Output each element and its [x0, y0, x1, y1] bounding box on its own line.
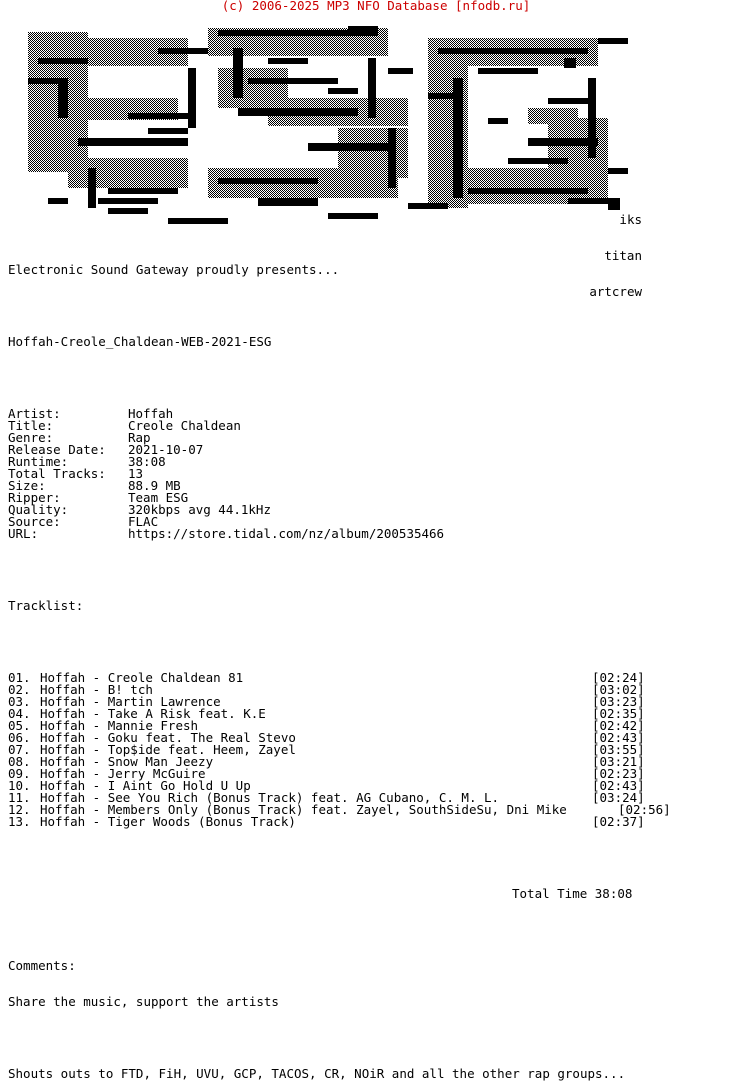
track-number: 03. — [8, 694, 31, 709]
info-value: 2021-10-07 — [128, 442, 204, 457]
info-row — [8, 444, 748, 456]
info-label: Quality: — [8, 502, 69, 517]
logo-stroke — [108, 188, 178, 194]
track-title: Hoffah - Martin Lawrence — [40, 694, 221, 709]
info-label: Artist: — [8, 406, 61, 421]
logo-stroke — [598, 38, 628, 44]
tracklist — [8, 672, 748, 828]
track-duration: [03:23] — [592, 694, 645, 709]
logo-stroke — [453, 78, 463, 198]
logo-stroke — [158, 48, 208, 54]
logo-stroke — [28, 78, 58, 84]
logo-stroke — [218, 178, 318, 184]
info-label: Runtime: — [8, 454, 69, 469]
track-title: Hoffah - Tiger Woods (Bonus Track) — [40, 814, 296, 829]
credit-line: iks — [619, 212, 642, 227]
info-label: Ripper: — [8, 490, 61, 505]
intro-line: Electronic Sound Gateway proudly presents... — [8, 262, 340, 277]
track-row — [8, 756, 748, 768]
info-value: Team ESG — [128, 490, 189, 505]
release-name: Hoffah-Creole_Chaldean-WEB-2021-ESG — [8, 334, 272, 349]
track-duration: [02:43] — [592, 778, 645, 793]
logo-stroke — [548, 98, 588, 104]
info-row — [8, 432, 748, 444]
logo-stroke — [408, 203, 448, 209]
info-label: Size: — [8, 478, 46, 493]
info-row — [8, 528, 748, 540]
track-title: Hoffah - See You Rich (Bonus Track) feat. AG Cubano, C. M. L. — [40, 790, 500, 805]
track-number: 12. — [8, 802, 31, 817]
track-number: 05. — [8, 718, 31, 733]
track-row — [8, 804, 748, 816]
logo-stroke — [328, 213, 378, 219]
logo-stroke — [478, 68, 538, 74]
info-row — [8, 504, 748, 516]
logo-stroke — [108, 208, 148, 214]
track-row — [8, 744, 748, 756]
logo-stroke — [98, 198, 158, 204]
logo-shade — [68, 158, 188, 188]
track-title: Hoffah - Members Only (Bonus Track) feat. Zayel, SouthSideSu, Dni Mike — [40, 802, 567, 817]
track-number: 02. — [8, 682, 31, 697]
logo-stroke — [248, 78, 338, 84]
info-row — [8, 480, 748, 492]
logo-stroke — [168, 218, 228, 224]
track-row — [8, 816, 748, 828]
logo-stroke — [308, 143, 388, 151]
track-duration: [02:24] — [592, 670, 645, 685]
track-title: Hoffah - Jerry McGuire — [40, 766, 206, 781]
track-title: Hoffah - I Aint Go Hold U Up — [40, 778, 251, 793]
logo-stroke — [348, 26, 378, 32]
logo-stroke — [88, 168, 96, 208]
credit-line: titan — [604, 248, 642, 263]
logo-stroke — [78, 138, 188, 146]
info-label: URL: — [8, 526, 39, 541]
track-title: Hoffah - Creole Chaldean 81 — [40, 670, 244, 685]
track-duration: [02:37] — [592, 814, 645, 829]
comments-text: Share the music, support the artists — [8, 994, 279, 1009]
logo-stroke — [58, 78, 68, 118]
track-number: 08. — [8, 754, 31, 769]
logo-stroke — [258, 198, 318, 206]
logo-stroke — [238, 108, 358, 116]
total-time: Total Time 38:08 — [512, 886, 633, 901]
logo-shade — [528, 108, 578, 124]
info-value: Rap — [128, 430, 151, 445]
info-row — [8, 456, 748, 468]
logo-stroke — [428, 93, 453, 99]
info-label: Source: — [8, 514, 61, 529]
info-value: 320kbps avg 44.1kHz — [128, 502, 271, 517]
logo-stroke — [488, 118, 508, 124]
release-info — [8, 408, 748, 540]
logo-stroke — [508, 158, 568, 164]
track-duration: [02:23] — [592, 766, 645, 781]
tracklist-heading: Tracklist: — [8, 598, 84, 613]
track-number: 11. — [8, 790, 31, 805]
info-row — [8, 468, 748, 480]
track-number: 06. — [8, 730, 31, 745]
track-number: 04. — [8, 706, 31, 721]
logo-stroke — [588, 78, 596, 158]
logo-stroke — [268, 58, 308, 64]
esg-ascii-logo — [8, 18, 648, 230]
info-row — [8, 408, 748, 420]
info-row — [8, 492, 748, 504]
track-duration: [03:21] — [592, 754, 645, 769]
track-duration: [03:55] — [592, 742, 645, 757]
track-title: Hoffah - Goku feat. The Real Stevo — [40, 730, 296, 745]
logo-stroke — [528, 138, 598, 146]
info-value: 88.9 MB — [128, 478, 181, 493]
track-duration: [03:02] — [592, 682, 645, 697]
track-row — [8, 792, 748, 804]
nfo-body — [8, 240, 748, 1092]
track-number: 09. — [8, 766, 31, 781]
track-number: 01. — [8, 670, 31, 685]
track-row — [8, 780, 748, 792]
logo-stroke — [438, 48, 588, 54]
logo-shade — [548, 118, 608, 178]
logo-stroke — [564, 58, 576, 68]
logo-stroke — [468, 188, 588, 194]
credit-line: artcrew — [589, 284, 642, 299]
track-duration: [03:24] — [592, 790, 645, 805]
logo-stroke — [328, 88, 358, 94]
track-duration: [02:42] — [592, 718, 645, 733]
info-label: Title: — [8, 418, 54, 433]
track-title: Hoffah - B! tch — [40, 682, 153, 697]
shouts-line: Shouts outs to FTD, FiH, UVU, GCP, TACOS, CR, NOiR and all the other rap groups... — [8, 1066, 626, 1081]
track-title: Hoffah - Take A Risk feat. K.E — [40, 706, 266, 721]
track-title: Hoffah - Snow Man Jeezy — [40, 754, 214, 769]
info-value: 38:08 — [128, 454, 166, 469]
track-duration: [02:35] — [592, 706, 645, 721]
info-row — [8, 420, 748, 432]
info-value: FLAC — [128, 514, 159, 529]
track-number: 13. — [8, 814, 31, 829]
logo-stroke — [38, 58, 88, 64]
logo-stroke — [233, 48, 243, 98]
track-duration: [02:43] — [592, 730, 645, 745]
info-value: 13 — [128, 466, 144, 481]
logo-stroke — [608, 168, 628, 174]
logo-stroke — [388, 128, 396, 188]
track-row — [8, 768, 748, 780]
logo-stroke — [128, 113, 188, 119]
track-duration: [02:56] — [618, 802, 671, 817]
info-label: Genre: — [8, 430, 54, 445]
logo-stroke — [148, 128, 188, 134]
logo-stroke — [188, 68, 196, 128]
site-header: (c) 2006-2025 MP3 NFO Database [nfodb.ru] — [221, 0, 531, 13]
info-label: Release Date: — [8, 442, 106, 457]
track-number: 07. — [8, 742, 31, 757]
comments-label: Comments: — [8, 958, 76, 973]
logo-stroke — [388, 68, 413, 74]
track-title: Hoffah - Mannie Fresh — [40, 718, 199, 733]
logo-stroke — [368, 58, 376, 118]
logo-stroke — [48, 198, 68, 204]
info-label: Total Tracks: — [8, 466, 106, 481]
track-number: 10. — [8, 778, 31, 793]
track-title: Hoffah - Top$ide feat. Heem, Zayel — [40, 742, 296, 757]
info-value: Creole Chaldean — [128, 418, 241, 433]
info-value: Hoffah — [128, 406, 174, 421]
info-value: https://store.tidal.com/nz/album/200535466 — [128, 526, 445, 541]
